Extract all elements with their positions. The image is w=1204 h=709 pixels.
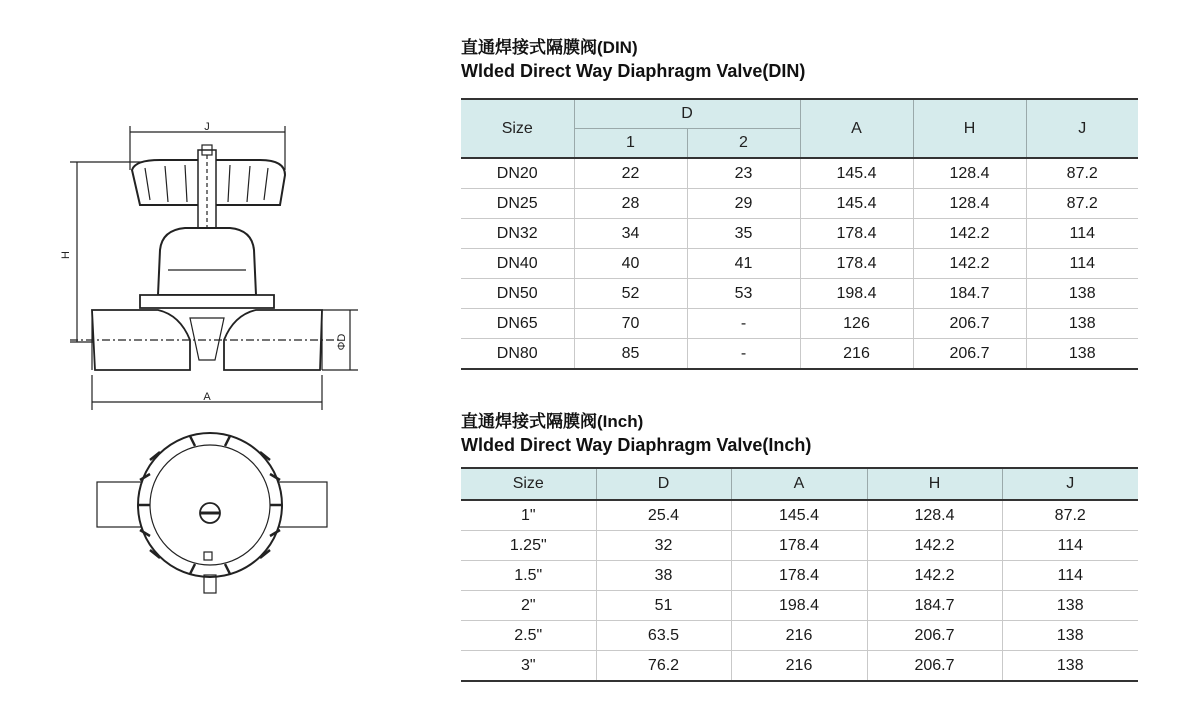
table-cell: 184.7: [913, 279, 1026, 309]
table-row: [461, 309, 1138, 339]
table-row: [461, 531, 1138, 561]
table-cell: 138: [1002, 651, 1138, 682]
col-header-d: D: [574, 99, 800, 129]
table-row: [461, 339, 1138, 370]
table-cell: 85: [574, 339, 687, 370]
table-cell: 178.4: [800, 249, 913, 279]
col-header-j: J: [1002, 468, 1138, 500]
table-row: [461, 249, 1138, 279]
table-cell: 1.25": [461, 531, 596, 561]
table-cell: 53: [687, 279, 800, 309]
table-cell: 216: [731, 621, 867, 651]
table-cell: 22: [574, 158, 687, 189]
valve-drawing: [40, 120, 370, 620]
table-cell: DN80: [461, 339, 574, 370]
table-cell: 142.2: [913, 249, 1026, 279]
table-cell: 138: [1026, 309, 1138, 339]
table-cell: 206.7: [913, 339, 1026, 370]
table-cell: DN50: [461, 279, 574, 309]
inch-title-en: Wlded Direct Way Diaphragm Valve(Inch): [461, 435, 812, 455]
din-spec-table: [461, 98, 1138, 370]
table-row: [461, 591, 1138, 621]
dim-label-a: A: [203, 391, 211, 403]
inch-heading: [461, 411, 811, 457]
table-cell: 52: [574, 279, 687, 309]
table-cell: 145.4: [800, 158, 913, 189]
table-cell: 178.4: [731, 561, 867, 591]
table-row: [461, 621, 1138, 651]
table-cell: DN65: [461, 309, 574, 339]
inch-table-body: [461, 500, 1138, 681]
table-cell: 142.2: [913, 219, 1026, 249]
table-row: [461, 651, 1138, 682]
din-title-cn: 直通焊接式隔膜阀(DIN): [461, 38, 638, 57]
table-cell: 35: [687, 219, 800, 249]
table-cell: 25.4: [596, 500, 731, 531]
table-cell: 128.4: [913, 189, 1026, 219]
table-cell: 145.4: [800, 189, 913, 219]
table-cell: 128.4: [913, 158, 1026, 189]
dim-label-d: ΦD: [336, 333, 348, 351]
table-row: [461, 500, 1138, 531]
col-header-h: H: [867, 468, 1002, 500]
table-cell: 63.5: [596, 621, 731, 651]
table-cell: 3": [461, 651, 596, 682]
table-cell: 206.7: [913, 309, 1026, 339]
col-header-size: Size: [461, 468, 596, 500]
col-header-d1: 1: [574, 129, 687, 159]
table-cell: 23: [687, 158, 800, 189]
dim-label-h: H: [60, 251, 72, 259]
table-cell: 76.2: [596, 651, 731, 682]
table-cell: 138: [1026, 279, 1138, 309]
table-cell: 114: [1002, 561, 1138, 591]
table-cell: 178.4: [800, 219, 913, 249]
table-cell: 142.2: [867, 561, 1002, 591]
table-cell: 138: [1026, 339, 1138, 370]
table-cell: 29: [687, 189, 800, 219]
table-row: [461, 158, 1138, 189]
table-cell: 114: [1002, 531, 1138, 561]
table-cell: 2": [461, 591, 596, 621]
table-cell: DN20: [461, 158, 574, 189]
table-cell: 114: [1026, 249, 1138, 279]
table-cell: 114: [1026, 219, 1138, 249]
table-cell: 2.5": [461, 621, 596, 651]
col-header-a: A: [800, 99, 913, 158]
table-cell: 184.7: [867, 591, 1002, 621]
table-cell: 216: [800, 339, 913, 370]
table-cell: 87.2: [1026, 158, 1138, 189]
table-cell: 145.4: [731, 500, 867, 531]
table-cell: 178.4: [731, 531, 867, 561]
dim-label-j: J: [204, 121, 210, 133]
table-cell: DN25: [461, 189, 574, 219]
table-cell: DN32: [461, 219, 574, 249]
din-table-body: [461, 158, 1138, 369]
table-cell: 32: [596, 531, 731, 561]
table-cell: 41: [687, 249, 800, 279]
table-row: [461, 561, 1138, 591]
table-cell: 87.2: [1026, 189, 1138, 219]
table-row: [461, 189, 1138, 219]
table-cell: 206.7: [867, 651, 1002, 682]
col-header-size: Size: [461, 99, 574, 158]
col-header-j: J: [1026, 99, 1138, 158]
table-cell: 34: [574, 219, 687, 249]
table-row: [461, 219, 1138, 249]
inch-title-cn: 直通焊接式隔膜阀(Inch): [461, 412, 644, 431]
table-cell: -: [687, 309, 800, 339]
table-cell: 138: [1002, 591, 1138, 621]
col-header-a: A: [731, 468, 867, 500]
table-cell: 51: [596, 591, 731, 621]
table-cell: 198.4: [731, 591, 867, 621]
table-cell: 128.4: [867, 500, 1002, 531]
table-row: [461, 279, 1138, 309]
din-heading: [461, 37, 805, 83]
table-cell: 38: [596, 561, 731, 591]
col-header-h: H: [913, 99, 1026, 158]
valve-diagram-svg: [40, 120, 370, 620]
table-cell: 142.2: [867, 531, 1002, 561]
col-header-d2: 2: [687, 129, 800, 159]
table-cell: 216: [731, 651, 867, 682]
table-cell: 126: [800, 309, 913, 339]
table-cell: 1.5": [461, 561, 596, 591]
table-cell: 87.2: [1002, 500, 1138, 531]
table-cell: 206.7: [867, 621, 1002, 651]
table-cell: DN40: [461, 249, 574, 279]
table-cell: 1": [461, 500, 596, 531]
din-title-en: Wlded Direct Way Diaphragm Valve(DIN): [461, 61, 806, 81]
table-cell: 138: [1002, 621, 1138, 651]
inch-spec-table: [461, 467, 1138, 682]
table-cell: -: [687, 339, 800, 370]
table-cell: 28: [574, 189, 687, 219]
col-header-d: D: [596, 468, 731, 500]
table-cell: 198.4: [800, 279, 913, 309]
table-cell: 70: [574, 309, 687, 339]
table-cell: 40: [574, 249, 687, 279]
